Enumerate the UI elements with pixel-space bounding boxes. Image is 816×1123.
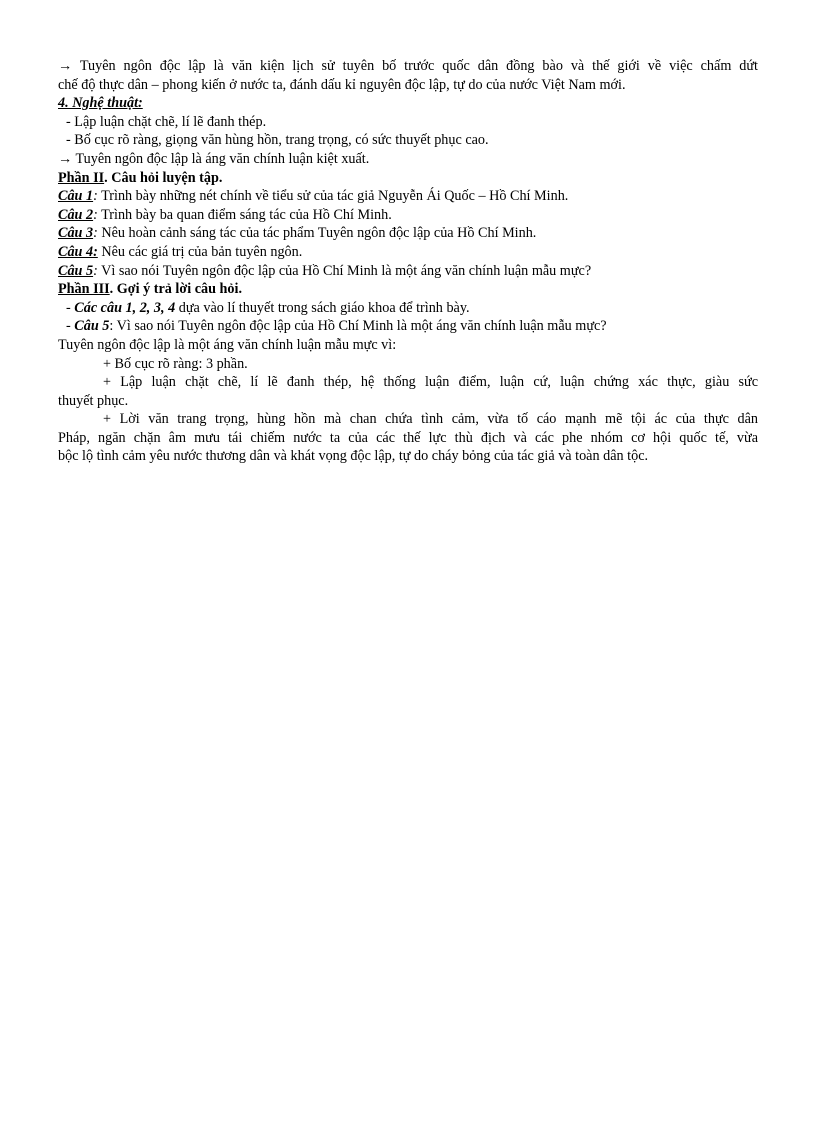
question-2-label: Câu 2 [58, 206, 94, 223]
answer-intro: Tuyên ngôn độc lập là một áng văn chính luận mẫu mực vì: [58, 336, 397, 353]
document-page [58, 57, 758, 466]
art-conclusion: → Tuyên ngôn độc lập là áng văn chính luận kiệt xuất. [58, 150, 370, 167]
question-1 [58, 187, 758, 206]
question-3-text: Nêu hoàn cảnh sáng tác của tác phẩm Tuyên ngôn độc lập của Hồ Chí Minh. [97, 225, 537, 242]
part3-item-1-label: Các câu 1, 2, 3, 4 [74, 299, 176, 316]
question-1-text: Trình bày những nét chính về tiểu sử của tác giả Nguyễn Ái Quốc – Hồ Chí Minh. [97, 188, 569, 205]
art-item-2: - Bố cục rõ ràng, giọng văn hùng hồn, trang trọng, có sức thuyết phục cao. [66, 132, 489, 149]
question-3-label: Câu 3 [58, 225, 94, 242]
answer-point-3-line-3: bộc lộ tình cảm yêu nước thương dân và khát vọng độc lập, tự do cháy bỏng của tác giả và toàn dân tộc. [58, 448, 649, 465]
question-5-label: Câu 5 [58, 262, 94, 279]
part3-item-2-dash: - [66, 318, 75, 335]
question-2-text: Trình bày ba quan điểm sáng tác của Hồ Chí Minh. [97, 206, 392, 223]
question-1-label: Câu 1 [58, 188, 94, 205]
part3-label: Phần III [58, 281, 110, 298]
question-3 [58, 224, 758, 243]
question-4-text: Nêu các giá trị của bản tuyên ngôn. [97, 243, 303, 260]
answer-point-2-line-2: thuyết phục. [58, 392, 129, 409]
art-heading [58, 94, 758, 113]
part3-heading [58, 280, 758, 299]
part3-item-2-label: Câu 5 [74, 318, 110, 335]
question-5-text: Vì sao nói Tuyên ngôn độc lập của Hồ Chí Minh là một áng văn chính luận mẫu mực? [97, 262, 592, 279]
question-2-sep: : [93, 206, 98, 223]
question-5 [58, 262, 758, 281]
answer-point-2-line-1: + Lập luận chặt chẽ, lí lẽ đanh thép, hệ thống luận điểm, luận cứ, luận chứng xác thực, giàu sức [103, 374, 758, 391]
answer-point-3-line-1: + Lời văn trang trọng, hùng hồn mà chan chứa tình cảm, vừa tố cáo mạnh mẽ tội ác của thực dân [103, 411, 758, 428]
part3-item-1-text: dựa vào lí thuyết trong sách giáo khoa để trình bày. [175, 299, 470, 316]
answer-point-1: + Bố cục rõ ràng: 3 phần. [103, 355, 248, 372]
part3-title: . Gợi ý trả lời câu hỏi. [109, 281, 243, 298]
question-3-sep: : [93, 225, 98, 242]
art-heading-text: 4. Nghệ thuật: [58, 95, 143, 112]
conclusion-line-1: → Tuyên ngôn độc lập là văn kiện lịch sử tuyên bố trước quốc dân đồng bào và thế giới về việc chấm dứt [58, 58, 758, 74]
question-4-label: Câu 4: [58, 243, 98, 260]
part3-item-2 [58, 317, 758, 336]
part3-item-1-dash: - [66, 299, 75, 316]
art-item-1: - Lập luận chặt chẽ, lí lẽ đanh thép. [66, 113, 267, 130]
answer-point-3-line-2: Pháp, ngăn chặn âm mưu tái chiếm nước ta của các thế lực thù địch và các phe nhóm cơ hội quốc tế, vừa [58, 429, 758, 446]
part2-heading [58, 169, 758, 188]
conclusion-line-2: chế độ thực dân – phong kiến ở nước ta, đánh dấu kỉ nguyên độc lập, tự do của nước Việt Nam mới. [58, 76, 626, 93]
question-1-sep: : [93, 188, 98, 205]
part2-label: Phần II [58, 169, 105, 186]
part3-item-1 [58, 299, 758, 318]
question-4 [58, 243, 758, 262]
part2-title: . Câu hỏi luyện tập. [104, 169, 223, 186]
question-2 [58, 206, 758, 225]
part3-item-2-text: : Vì sao nói Tuyên ngôn độc lập của Hồ Chí Minh là một áng văn chính luận mẫu mực? [109, 318, 607, 335]
question-5-sep: : [93, 262, 98, 279]
